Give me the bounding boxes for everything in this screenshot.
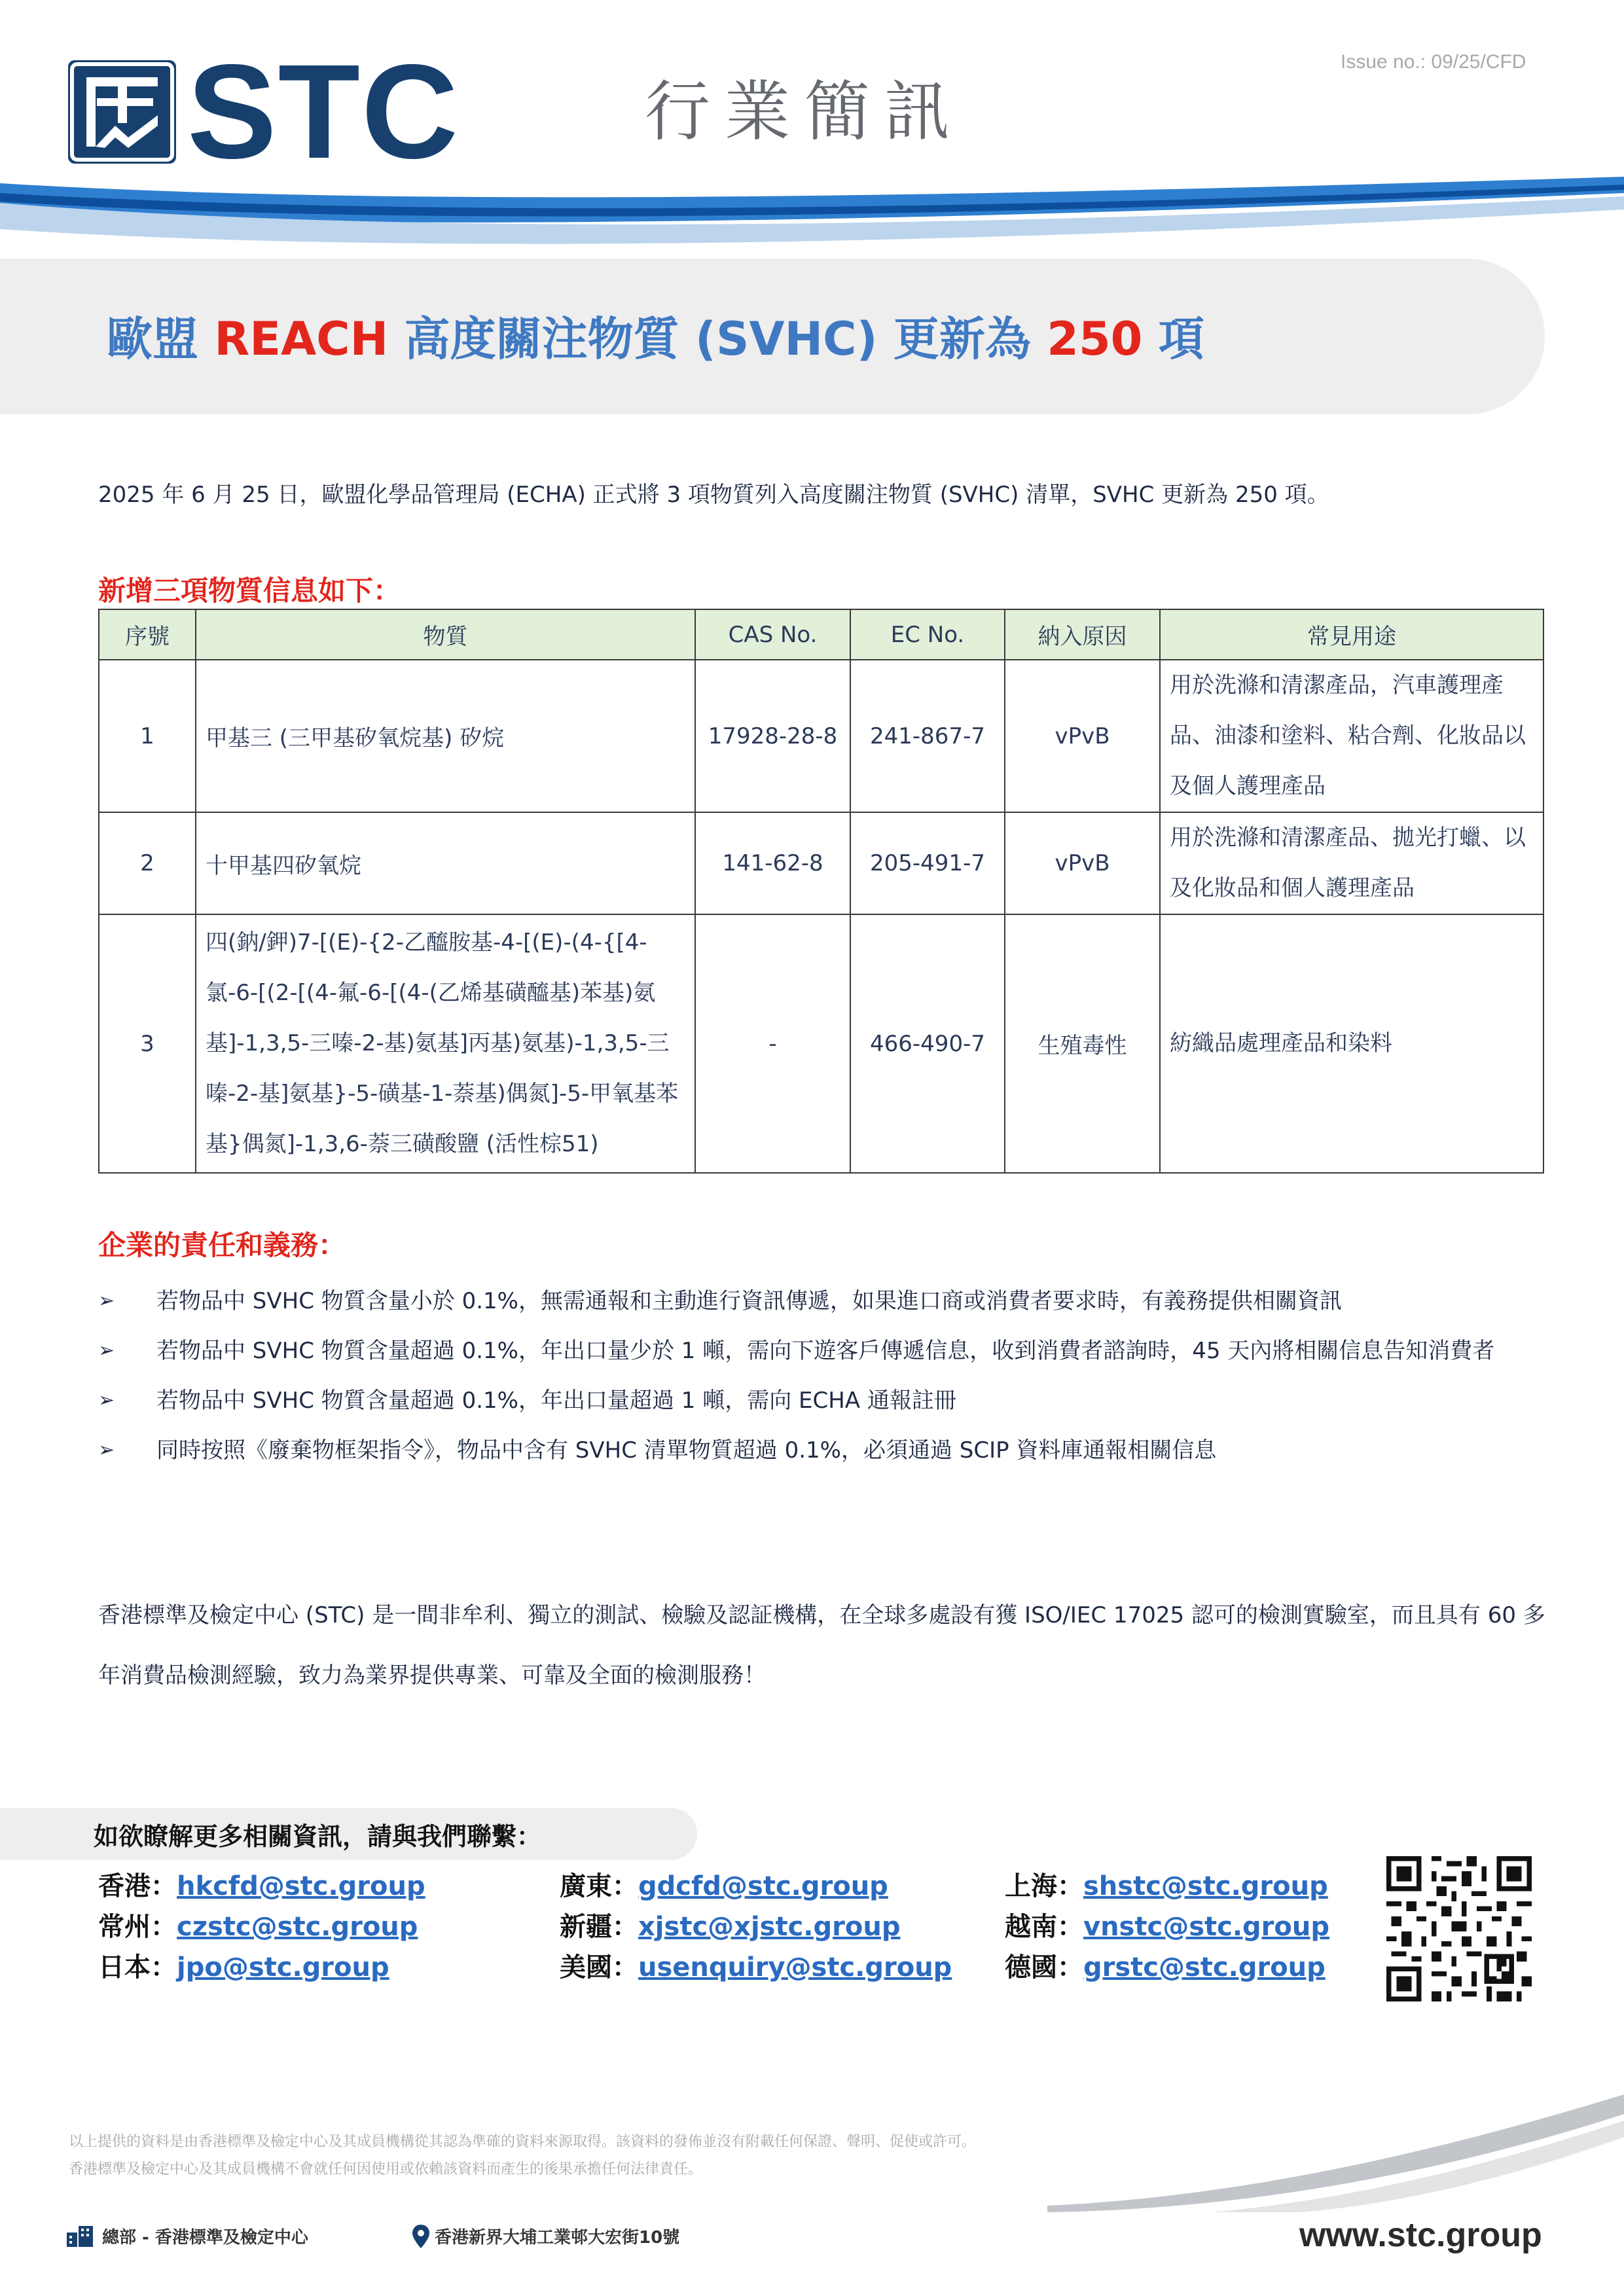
email-link[interactable]: xjstc@xjstc.group xyxy=(638,1912,901,1942)
location-pin-icon xyxy=(412,2225,429,2248)
table-row xyxy=(99,914,1543,1173)
column-header: EC No. xyxy=(850,609,1005,660)
footer-address: 香港新界大埔工業邨大宏街10號 xyxy=(412,2224,679,2248)
about-paragraph: 香港標準及檢定中心 (STC) 是一間非牟利、獨立的測試、檢驗及認証機構，在全球多處設有獲 ISO/IEC 17025 認可的檢測實驗室，而且具有 60 多年消費品檢測經驗，致力為業界提供專業、可靠及全面的檢測服務！ xyxy=(98,1602,1545,1689)
cell-no: 1 xyxy=(99,660,196,812)
cell-use: 紡織品處理產品和染料 xyxy=(1160,914,1543,1173)
arrow-bullet-icon: ➢ xyxy=(98,1439,115,1462)
cell-ec: 466-490-7 xyxy=(850,914,1005,1173)
list-item: ➢ 同時按照《廢棄物框架指令》，物品中含有 SVHC 清單物質超過 0.1%，必須通過 SCIP 資料庫通報相關信息 xyxy=(98,1426,1551,1475)
table-header-row xyxy=(99,609,1543,660)
list-item: ➢ 若物品中 SVHC 物質含量超過 0.1%，年出口量少於 1 噸，需向下遊客戶傳遞信息，收到消費者諮詢時，45 天內將相關信息告知消費者 xyxy=(98,1326,1551,1376)
page-title: 歐盟 REACH 高度關注物質 (SVHC) 更新為 250 項 xyxy=(107,312,1204,366)
disclaimer: 以上提供的資料是由香港標準及檢定中心及其成員機構從其認為準確的資料來源取得。該資料的發佈並沒有附載任何保證、聲明、促使或許可。 香港標準及檢定中心及其成員機構不會就任何因使用或依賴該資料而產生的後果承擔任何法律責任。 xyxy=(69,2134,977,2178)
arrow-bullet-icon: ➢ xyxy=(98,1389,115,1412)
column-header: CAS No. xyxy=(695,609,850,660)
table-row xyxy=(99,660,1543,812)
list-item: ➢ 若物品中 SVHC 物質含量小於 0.1%，無需通報和主動進行資訊傳遞，如果進口商或消費者要求時，有義務提供相關資訊 xyxy=(98,1276,1551,1326)
email-link[interactable]: usenquiry@stc.group xyxy=(638,1952,952,1982)
contact-hong-kong: 香港：hkcfd@stc.group xyxy=(98,1871,425,1901)
responsibilities-heading: 企業的責任和義務： xyxy=(98,1229,346,1261)
contact-vietnam: 越南：vnstc@stc.group xyxy=(1005,1912,1329,1942)
list-item: ➢ 若物品中 SVHC 物質含量超過 0.1%，年出口量超過 1 噸，需向 ECHA 通報註冊 xyxy=(98,1376,1551,1426)
cell-ec: 205-491-7 xyxy=(850,812,1005,914)
cell-no: 3 xyxy=(99,914,196,1173)
cell-reason: vPvB xyxy=(1005,660,1160,812)
email-link[interactable]: shstc@stc.group xyxy=(1083,1871,1328,1901)
cell-reason: vPvB xyxy=(1005,812,1160,914)
stc-logo xyxy=(68,37,461,187)
cell-use: 用於洗滌和清潔產品、拋光打蠟、以及化妝品和個人護理產品 xyxy=(1160,812,1543,914)
cell-no: 2 xyxy=(99,812,196,914)
contact-guangdong: 廣東：gdcfd@stc.group xyxy=(560,1871,888,1901)
cell-substance: 四(鈉/鉀)7-[(E)-{2-乙醯胺基-4-[(E)-(4-{[4-氯-6-[(2-[(4-氟-6-[(4-(乙烯基磺醯基)苯基)氨基]-1,3,5-三嗪-2-基)氨基]丙基)氨基)-1,3,5-三嗪-2-基]氨基}-5-磺基-1-萘基)偶氮]-5-甲氧基苯基}偶氮]-1,3,6-萘三磺酸鹽 (活性棕51) xyxy=(196,914,695,1173)
contact-shanghai: 上海：shstc@stc.group xyxy=(1005,1871,1328,1901)
stc-logo-icon xyxy=(68,60,176,164)
email-link[interactable]: gdcfd@stc.group xyxy=(638,1871,888,1901)
email-link[interactable]: hkcfd@stc.group xyxy=(177,1871,425,1901)
table-row xyxy=(99,812,1543,914)
column-header: 序號 xyxy=(99,609,196,660)
cell-substance: 十甲基四矽氧烷 xyxy=(196,812,695,914)
contact-japan: 日本：jpo@stc.group xyxy=(98,1952,389,1982)
contact-changzhou: 常州：czstc@stc.group xyxy=(98,1912,418,1942)
email-link[interactable]: czstc@stc.group xyxy=(177,1912,418,1942)
cell-use: 用於洗滌和清潔產品，汽車護理產品、油漆和塗料、粘合劑、化妝品以及個人護理產品 xyxy=(1160,660,1543,812)
contact-xinjiang: 新疆：xjstc@xjstc.group xyxy=(560,1912,901,1942)
footer-swoosh xyxy=(1047,2081,1624,2212)
contact-heading: 如欲瞭解更多相關資訊，請與我們聯繫： xyxy=(94,1822,542,1851)
header-swoosh xyxy=(0,177,1624,268)
arrow-bullet-icon: ➢ xyxy=(98,1339,115,1362)
contact-germany: 德國：grstc@stc.group xyxy=(1005,1952,1326,1982)
column-header: 納入原因 xyxy=(1005,609,1160,660)
cell-ec: 241-867-7 xyxy=(850,660,1005,812)
intro-paragraph: 2025 年 6 月 25 日，歐盟化學品管理局 (ECHA) 正式將 3 項物質列入高度關注物質 (SVHC) 清單，SVHC 更新為 250 項。 xyxy=(98,482,1329,508)
column-header: 常見用途 xyxy=(1160,609,1543,660)
responsibilities-list xyxy=(98,1276,1551,1475)
email-link[interactable]: vnstc@stc.group xyxy=(1083,1912,1329,1942)
qr-code-icon[interactable] xyxy=(1386,1856,1532,2001)
cell-reason: 生殖毒性 xyxy=(1005,914,1160,1173)
substance-table xyxy=(98,609,1544,1174)
new-substances-heading: 新增三項物質信息如下： xyxy=(98,575,401,607)
cell-cas: 141-62-8 xyxy=(695,812,850,914)
cell-cas: - xyxy=(695,914,850,1173)
building-icon xyxy=(65,2225,96,2247)
stc-logo-text: STC xyxy=(187,37,460,187)
cell-substance: 甲基三 (三甲基矽氧烷基) 矽烷 xyxy=(196,660,695,812)
email-link[interactable]: grstc@stc.group xyxy=(1083,1952,1326,1982)
website-link[interactable]: www.stc.group xyxy=(1299,2216,1542,2254)
newsletter-title: 行業簡訊 xyxy=(645,73,964,150)
column-header: 物質 xyxy=(196,609,695,660)
cell-cas: 17928-28-8 xyxy=(695,660,850,812)
issue-number: Issue no.: 09/25/CFD xyxy=(1341,51,1526,73)
arrow-bullet-icon: ➢ xyxy=(98,1289,115,1312)
footer-headquarters: 總部 - 香港標準及檢定中心 xyxy=(65,2224,308,2248)
contact-usa: 美國：usenquiry@stc.group xyxy=(560,1952,952,1982)
email-link[interactable]: jpo@stc.group xyxy=(177,1952,389,1982)
